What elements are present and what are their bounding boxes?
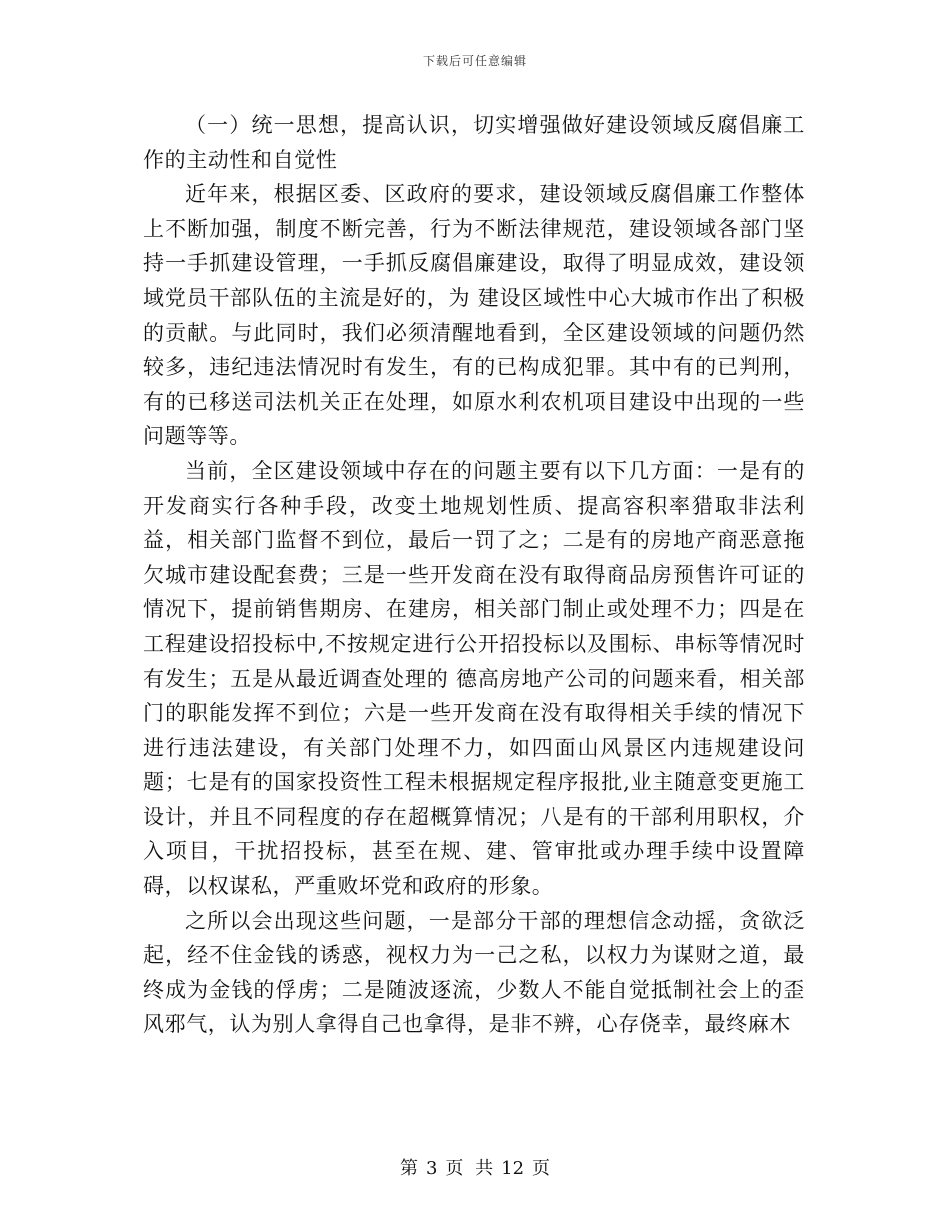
footer-prefix: 第: [399, 1158, 418, 1179]
body-paragraph-3: 之所以会出现这些问题，一是部分干部的理想信念动摇，贪欲泛起，经不住金钱的诱惑，视权力为一己之私，以权力为谋财之道，最终成为金钱的俘虏；二是随波逐流，少数人不能自觉抵制社会上的歪风邪气，认为别人拿得自己也拿得，是非不辨，心存侥幸，最终麻木: [143, 908, 805, 1037]
document-body: [143, 108, 805, 1042]
page-header: 下载后可任意编辑: [422, 54, 527, 68]
footer-page-number: 3: [425, 1158, 438, 1179]
section-heading-paragraph: （一）统一思想，提高认识，切实增强做好建设领域反腐倡廉工作的主动性和自觉性: [143, 113, 805, 172]
body-paragraph-1: 近年来，根据区委、区政府的要求，建设领域反腐倡廉工作整体上不断加强，制度不断完善，行为不断法律规范，建设领域各部门坚持一手抓建设管理，一手抓反腐倡廉建设，取得了明显成效，建设领域党员干部队伍的主流是好的，为 建设区域性中心大城市作出了积极的贡献。与此同时，我们必须清醒地看到，全区建设领域的问题仍然较多，违纪违法情况时有发生，有的已构成犯罪。其中有的已判刑，有的已移送司法机关正在处理，如原水利农机项目建设中出现的一些问题等等。: [143, 182, 805, 449]
footer-middle: 页 共: [445, 1158, 494, 1179]
footer-suffix: 页: [532, 1158, 551, 1179]
page-footer: [0, 1154, 950, 1180]
footer-total-pages: 12: [501, 1158, 525, 1179]
body-paragraph-2: 当前，全区建设领域中存在的问题主要有以下几方面：一是有的开发商实行各种手段，改变土地规划性质、提高容积率猎取非法利益，相关部门监督不到位，最后一罚了之；二是有的房地产商恶意拖欠城市建设配套费；三是一些开发商在没有取得商品房预售许可证的情况下，提前销售期房、在建房，相关部门制止或处理不力；四是在工程建设招投标中,不按规定进行公开招投标以及围标、串标等情况时有发生；五是从最近调查处理的 德高房地产公司的问题来看，相关部门的职能发挥不到位；六是一些开发商在没有取得相关手续的情况下进行违法建设，有关部门处理不力，如四面山风景区内违规建设问题；七是有的国家投资性工程未根据规定程序报批,业主随意变更施工设计，并且不同程度的存在超概算情况；八是有的干部利用职权，介入项目，干扰招投标，甚至在规、建、管审批或办理手续中设置障碍，以权谋私，严重败坏党和政府的形象。: [143, 458, 805, 899]
